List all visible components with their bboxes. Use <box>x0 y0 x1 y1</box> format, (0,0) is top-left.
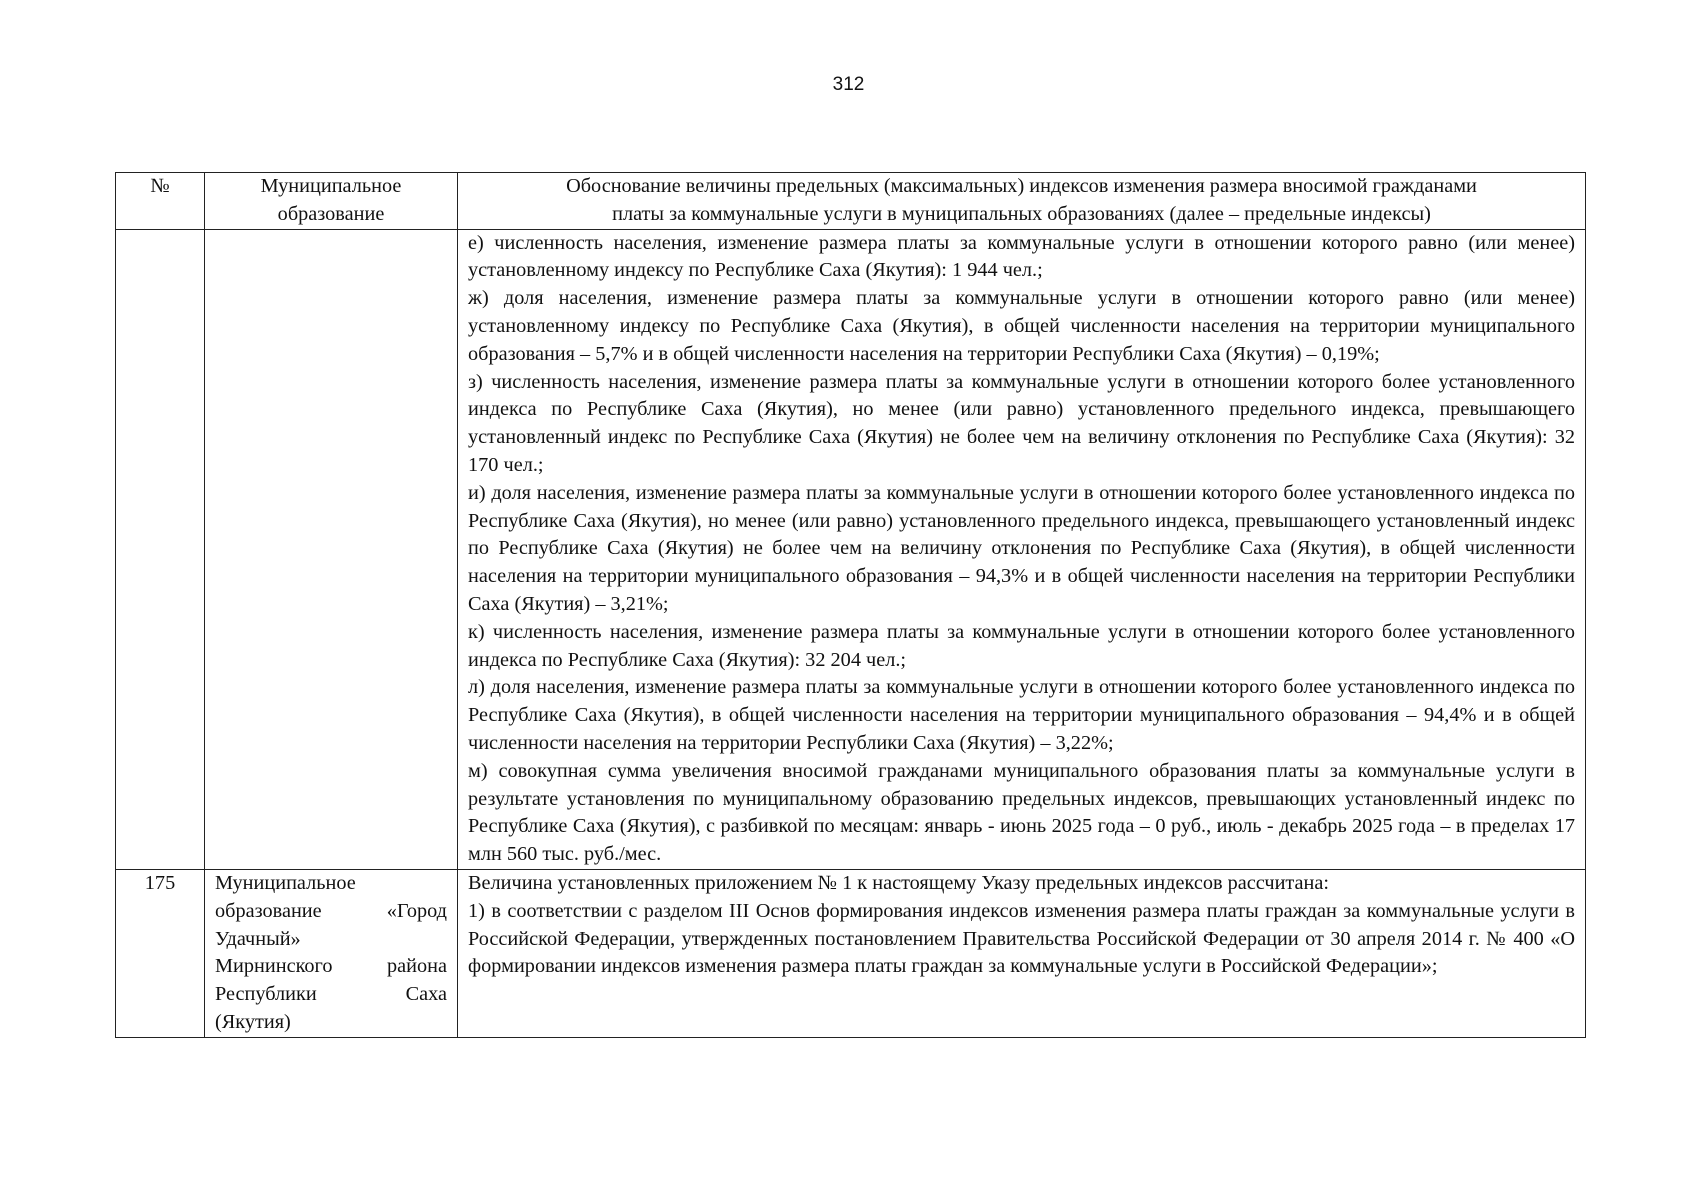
municipality-line: Муниципальное <box>215 871 356 894</box>
municipality-line: (Якутия) <box>215 1010 291 1033</box>
table-row <box>116 229 1586 869</box>
header-municipality-line2: образование <box>277 202 385 225</box>
paragraph-l: л) доля населения, изменение размера платы за коммунальные услуги в отношении которого более установленного индекса по Республике Саха (Якутия), в общей численности населения на территории муниципального образования – 94,4% и в общей численности населения на территории Республики Саха (Якутия) – 3,22%; <box>468 676 1575 754</box>
municipality-line: Республики Саха <box>215 983 447 1006</box>
header-number <box>116 173 205 230</box>
header-municipality-line1: Муниципальное <box>260 175 402 197</box>
paragraph-z: з) численность населения, изменение размера платы за коммунальные услуги в отношении которого более установленного индекса по Республике Саха (Якутия), но менее (или равно) установленного предельного индекса, превышающего установленный индекс по Республике Саха (Якутия) не более чем на величину отклонения по Республике Саха (Якутия): 32 170 чел.; <box>468 370 1575 476</box>
paragraph-intro: Величина установленных приложением № 1 к настоящему Указу предельных индексов рассчитана: <box>468 871 1330 894</box>
paragraph-i: и) доля населения, изменение размера платы за коммунальные услуги в отношении которого более установленного индекса по Республике Саха (Якутия), но менее (или равно) установленного предельного индекса, превышающего установленный индекс по Республике Саха (Якутия) не более чем на величину отклонения по Республике Саха (Якутия), в общей численности населения на территории муниципального образования – 94,3% и в общей численности населения на территории Республики Саха (Якутия) – 3,21%; <box>468 481 1575 615</box>
header-justification-line1: Обоснование величины предельных (максимальных) индексов изменения размера вносимой гражданами <box>566 175 1477 197</box>
municipality-line: образование «Город <box>215 899 447 922</box>
row-municipality-cell <box>205 869 458 1037</box>
row-municipality-cell <box>205 229 458 869</box>
municipality-line: Удачный» <box>215 927 301 950</box>
paragraph-k: к) численность населения, изменение размера платы за коммунальные услуги в отношении которого более установленного индекса по Республике Саха (Якутия): 32 204 чел.; <box>468 620 1575 671</box>
table-row <box>116 869 1586 1037</box>
row-number-cell <box>116 229 205 869</box>
paragraph-zh: ж) доля населения, изменение размера платы за коммунальные услуги в отношении которого равно (или менее) установленному индексу по Республике Саха (Якутия), в общей численности населения на территории муниципального образования – 5,7% и в общей численности населения на территории Республики Саха (Якутия) – 0,19%; <box>468 287 1575 365</box>
municipality-line: Мирнинского района <box>215 955 447 978</box>
row-justification-cell <box>458 229 1586 869</box>
justification-table <box>115 172 1586 1038</box>
header-municipality <box>205 173 458 230</box>
page-number: 312 <box>832 74 865 95</box>
table-header-row <box>116 173 1586 230</box>
row-number: 175 <box>144 871 176 894</box>
paragraph-e: е) численность населения, изменение размера платы за коммунальные услуги в отношении которого равно (или менее) установленному индексу по Республике Саха (Якутия): 1 944 чел.; <box>468 231 1575 282</box>
header-justification-line2: платы за коммунальные услуги в муниципальных образованиях (далее – предельные индексы) <box>612 202 1431 225</box>
row-number-cell <box>116 869 205 1037</box>
paragraph-1: 1) в соответствии с разделом III Основ формирования индексов изменения размера платы граждан за коммунальные услуги в Российской Федерации, утвержденных постановлением Правительства Российской Федерации от 30 апреля 2014 г. № 400 «О формировании индексов изменения размера платы граждан за коммунальные услуги в Российской Федерации»; <box>468 899 1575 978</box>
row-justification-cell <box>458 869 1586 1037</box>
paragraph-m: м) совокупная сумма увеличения вносимой гражданами муниципального образования платы за коммунальные услуги в результате установления по муниципальному образованию предельных индексов, превышающих установленный индекс по Республике Саха (Якутия), с разбивкой по месяцам: январь - июнь 2025 года – 0 руб., июль - декабрь 2025 года – в пределах 17 млн 560 тыс. руб./мес. <box>468 759 1575 866</box>
paragraph-spacer <box>468 981 1575 1009</box>
header-number-label: № <box>150 175 170 197</box>
header-justification <box>458 173 1586 230</box>
